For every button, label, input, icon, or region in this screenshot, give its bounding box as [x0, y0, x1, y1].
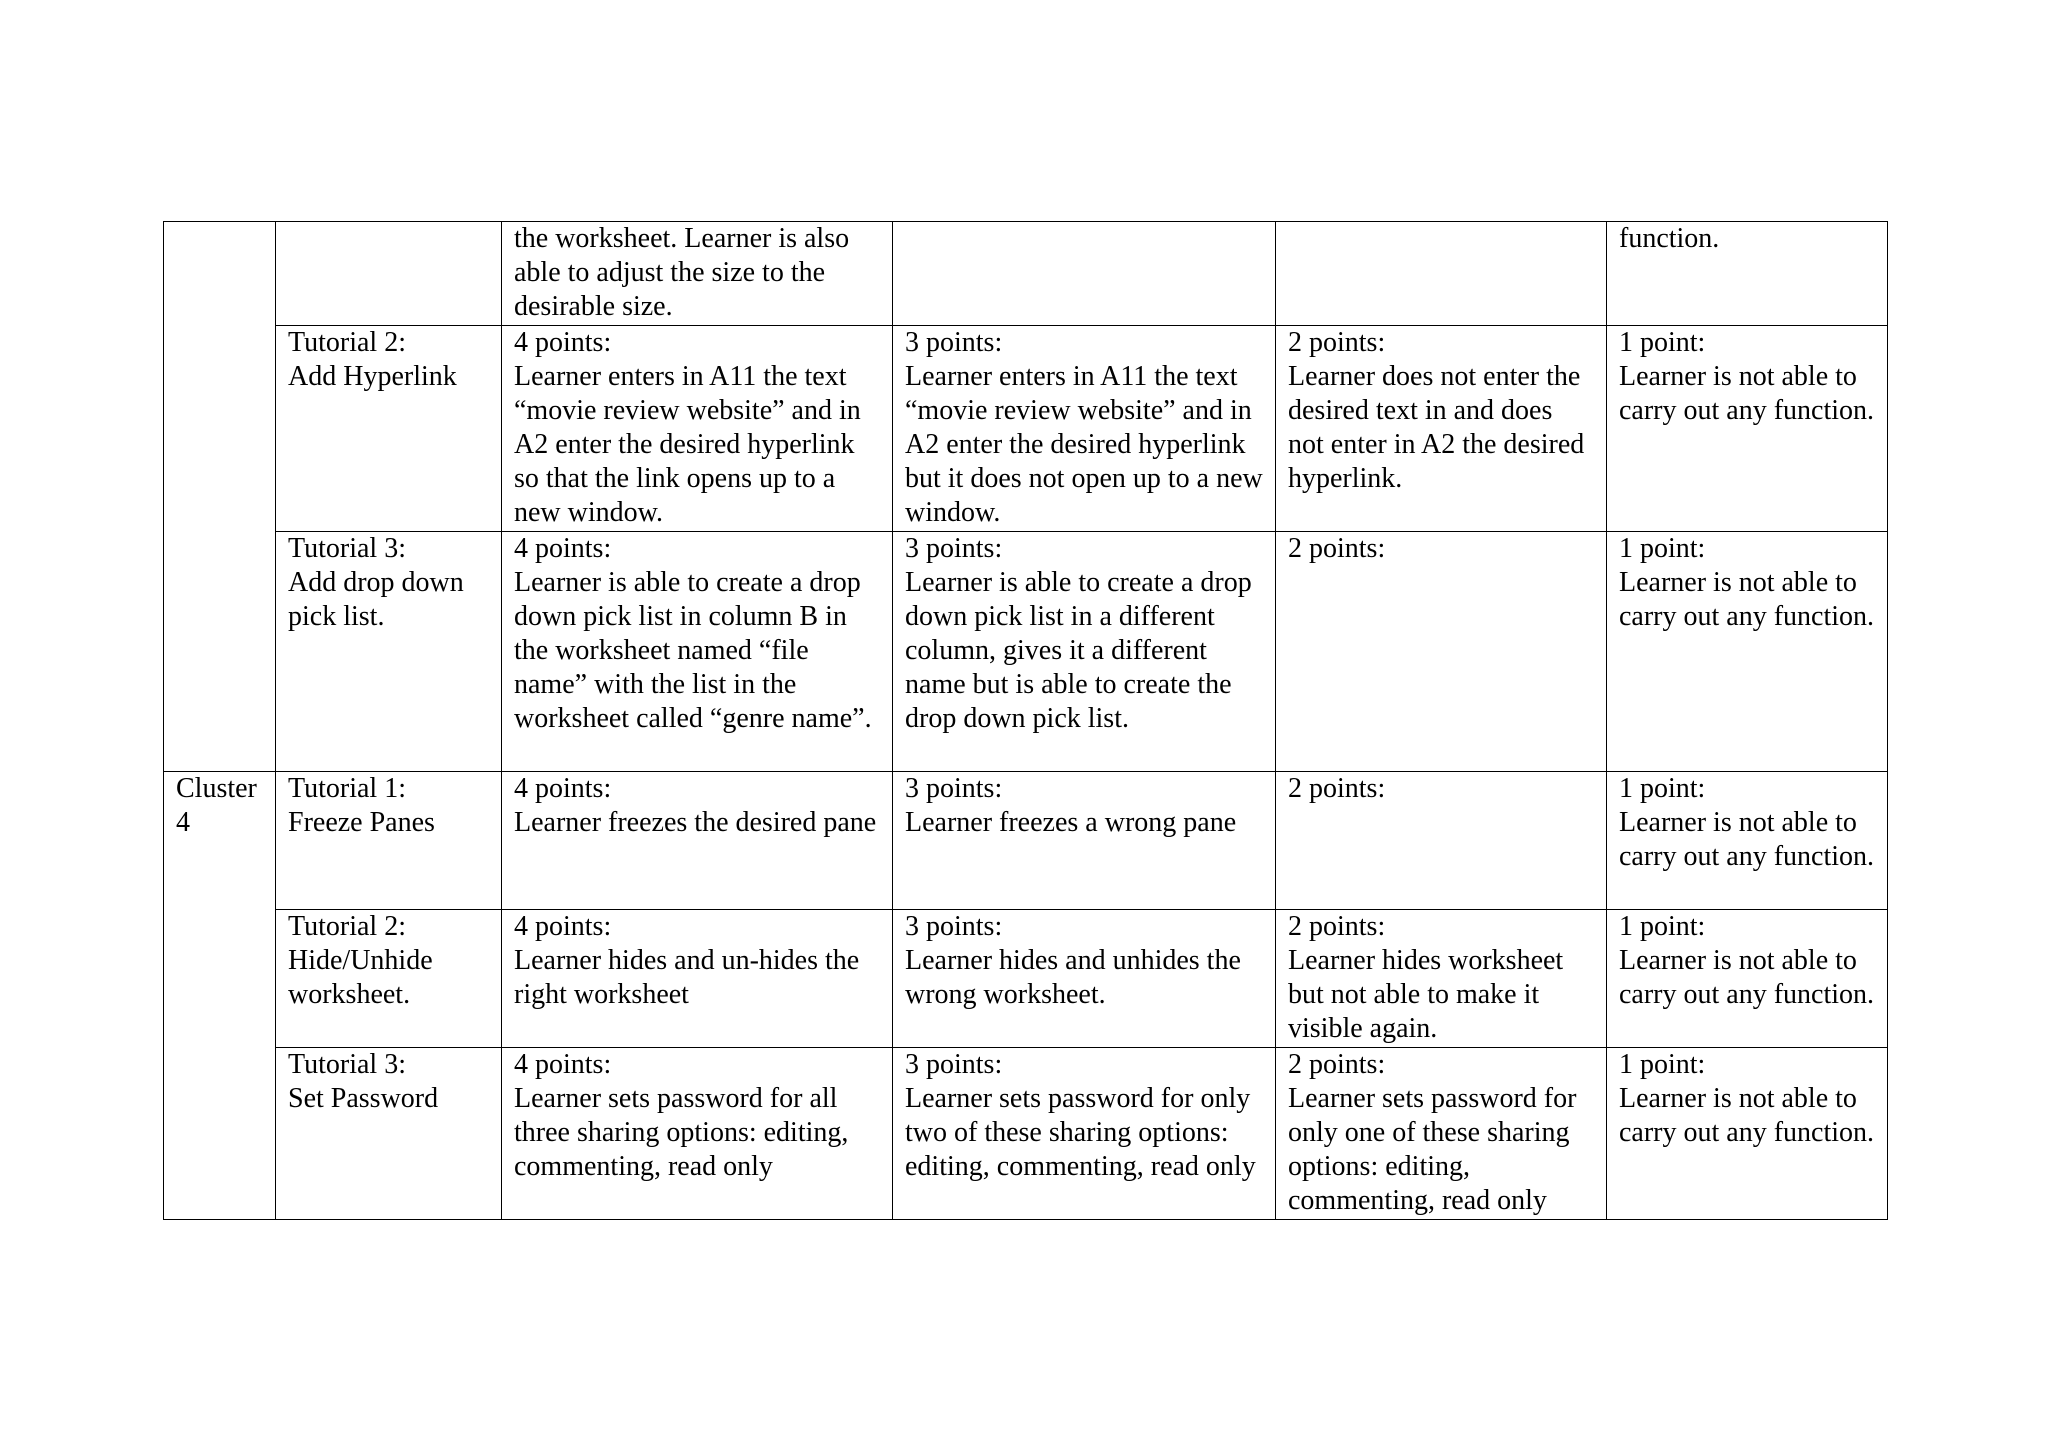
three-points-cell: 3 points: Learner freezes a wrong pane	[893, 772, 1276, 910]
four-points-cell: the worksheet. Learner is also able to adjust the size to the desirable size.	[502, 222, 893, 326]
two-points-cell: 2 points: Learner hides worksheet but not able to make it visible again.	[1276, 910, 1607, 1048]
tutorial-cell: Tutorial 2: Add Hyperlink	[276, 326, 502, 532]
tutorial-cell: Tutorial 1: Freeze Panes	[276, 772, 502, 910]
tutorial-cell: Tutorial 3: Add drop down pick list.	[276, 532, 502, 772]
four-points-cell: 4 points: Learner sets password for all three sharing options: editing, commenting, read only	[502, 1048, 893, 1220]
tutorial-cell: Tutorial 2: Hide/Unhide worksheet.	[276, 910, 502, 1048]
four-points-cell: 4 points: Learner is able to create a drop down pick list in column B in the worksheet named “file name” with the list in the worksheet called “genre name”.	[502, 532, 893, 772]
one-point-cell: 1 point: Learner is not able to carry out any function.	[1607, 772, 1888, 910]
four-points-cell: 4 points: Learner enters in A11 the text “movie review website” and in A2 enter the desired hyperlink so that the link opens up to a new window.	[502, 326, 893, 532]
cluster-cell: Cluster 4	[164, 772, 276, 1220]
three-points-cell	[893, 222, 1276, 326]
cluster-cell	[164, 222, 276, 772]
three-points-cell: 3 points: Learner is able to create a drop down pick list in a different column, gives it a different name but is able to create the drop down pick list.	[893, 532, 1276, 772]
four-points-cell: 4 points: Learner freezes the desired pane	[502, 772, 893, 910]
table-row	[164, 772, 1888, 910]
one-point-cell: 1 point: Learner is not able to carry out any function.	[1607, 910, 1888, 1048]
two-points-cell: 2 points:	[1276, 532, 1607, 772]
one-point-cell: function.	[1607, 222, 1888, 326]
one-point-cell: 1 point: Learner is not able to carry out any function.	[1607, 326, 1888, 532]
two-points-cell	[1276, 222, 1607, 326]
two-points-cell: 2 points: Learner does not enter the desired text in and does not enter in A2 the desired hyperlink.	[1276, 326, 1607, 532]
tutorial-cell: Tutorial 3: Set Password	[276, 1048, 502, 1220]
three-points-cell: 3 points: Learner enters in A11 the text “movie review website” and in A2 enter the desired hyperlink but it does not open up to a new window.	[893, 326, 1276, 532]
two-points-cell: 2 points: Learner sets password for only one of these sharing options: editing, commenting, read only	[1276, 1048, 1607, 1220]
table-row	[164, 222, 1888, 326]
one-point-cell: 1 point: Learner is not able to carry out any function.	[1607, 532, 1888, 772]
rubric-table	[163, 221, 1888, 1220]
table-row	[164, 910, 1888, 1048]
table-row	[164, 1048, 1888, 1220]
three-points-cell: 3 points: Learner hides and unhides the wrong worksheet.	[893, 910, 1276, 1048]
table-row	[164, 326, 1888, 532]
one-point-cell: 1 point: Learner is not able to carry out any function.	[1607, 1048, 1888, 1220]
two-points-cell: 2 points:	[1276, 772, 1607, 910]
table-row	[164, 532, 1888, 772]
tutorial-cell	[276, 222, 502, 326]
four-points-cell: 4 points: Learner hides and un-hides the right worksheet	[502, 910, 893, 1048]
three-points-cell: 3 points: Learner sets password for only two of these sharing options: editing, commenting, read only	[893, 1048, 1276, 1220]
